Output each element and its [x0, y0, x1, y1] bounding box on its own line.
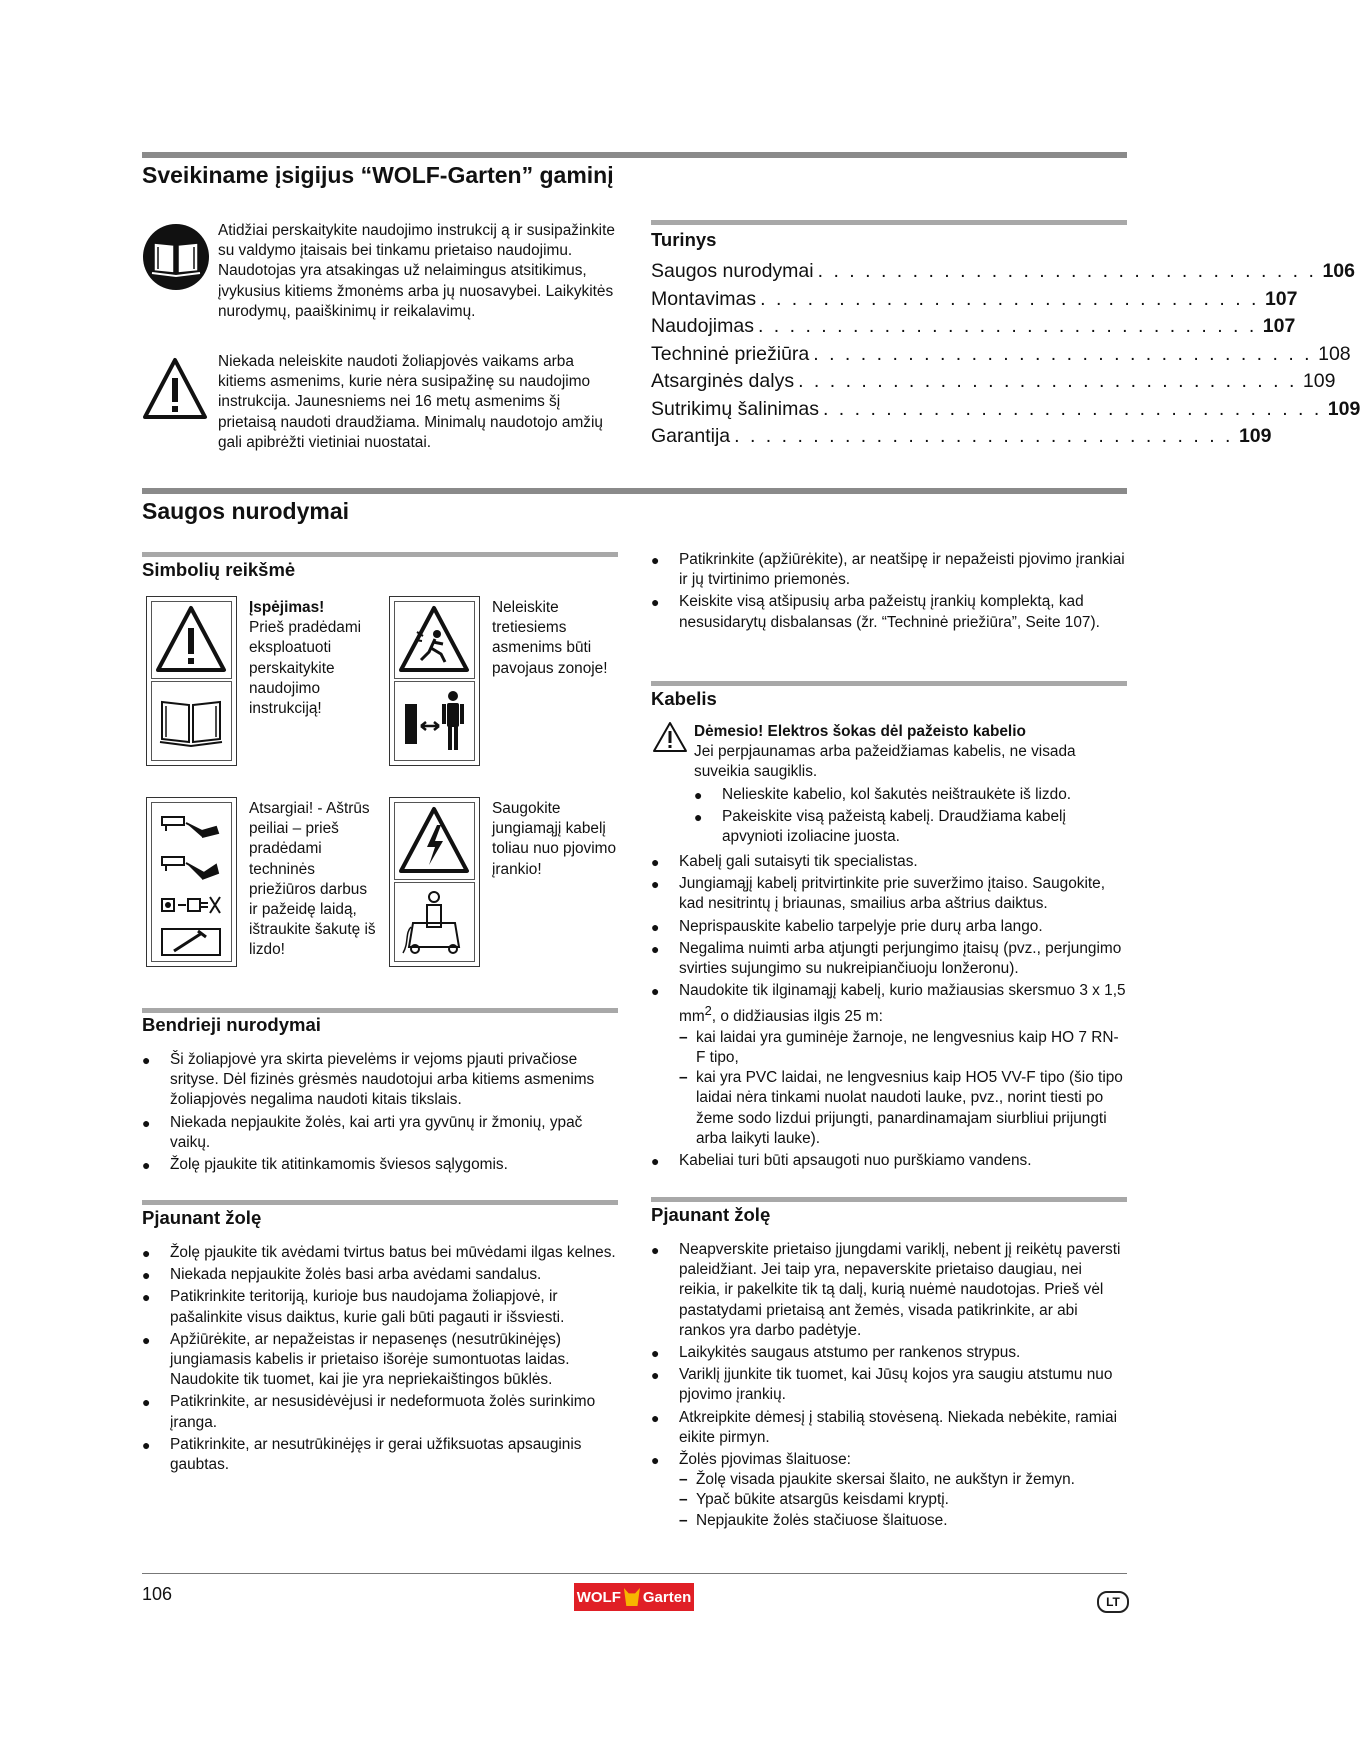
footer-rule: [142, 1573, 1127, 1574]
list-item: ● Niekada nepjaukite žolės basi arba avėdami sandalus.: [142, 1265, 618, 1285]
symbol-warning-text: Prieš pradėdami eksploatuoti perskaitykite naudojimo instrukciją!: [249, 619, 362, 718]
cable-list: [651, 852, 1127, 1173]
thrown-object-icon: [394, 601, 475, 679]
toc-item-label: Garantija: [651, 425, 731, 447]
toc-item-label: Atsarginės dalys: [651, 370, 795, 392]
list-item: ● Patikrinkite teritoriją, kurioje bus naudojama žoliapjovė, ir pašalinkite visus daiktus, kurie gali būti pagauti ir išsviesti.: [142, 1287, 618, 1327]
keep-distance-icon: [394, 681, 475, 761]
symbol-warning-text-block: [249, 598, 379, 719]
toc-leader: . . . . . . . . . . . . . . . . . . . . . . . . . . . . . . . .: [798, 370, 1297, 392]
list-item: [651, 981, 1127, 1149]
list-item: – Ypač būkite atsargūs keisdami kryptį.: [679, 1490, 1127, 1510]
toc-leader: . . . . . . . . . . . . . . . . . . . . . . . . . . . . . . . .: [813, 342, 1313, 365]
list-item: ● Žolę pjaukite tik avėdami tvirtus batus bei mūvėdami ilgas kelnes.: [142, 1243, 618, 1263]
list-item: ● Nelieskite kabelio, kol šakutės neištraukėte iš lizdo.: [694, 785, 1127, 805]
toc-leader: . . . . . . . . . . . . . . . . . . . . . . . . . . . . . . . .: [760, 287, 1259, 310]
list-item: ● Pakeiskite visą pažeistą kabelį. Draudžiama kabelį apvynioti izoliacine juosta.: [694, 807, 1127, 847]
toc-item-label: Sutrikimų šalinimas: [651, 397, 819, 420]
cable-warning-block: [694, 722, 1127, 849]
list-item: ● Atkreipkite dėmesį į stabilią stovėseną. Niekada nebėkite, ramiai eikite pirmyn.: [651, 1408, 1127, 1448]
toc-leader: . . . . . . . . . . . . . . . . . . . . . . . . . . . . . . . .: [757, 315, 1257, 337]
toc-item[interactable]: [651, 258, 1355, 286]
symbol-warning-title: Įspėjimas!: [249, 599, 325, 616]
mower-cable-icon: [394, 882, 475, 962]
general-heading: Bendrieji nurodymai: [142, 1014, 321, 1035]
toc-item-page: 108: [1318, 342, 1351, 365]
mowing-right-heading: Pjaunant žolę: [651, 1204, 771, 1225]
general-rule: [142, 1008, 618, 1013]
toc-item-label: Naudojimas: [651, 315, 754, 337]
wolf-garten-logo: [574, 1583, 694, 1611]
list-item: ● Neprispauskite kabelio tarpelyje prie durų arba lango.: [651, 917, 1127, 937]
symbol-blades-text: Atsargiai! - Aštrūs peiliai – prieš pradėdami techninės priežiūros darbus ir pažeidę laidą, ištraukite šakutę iš lizdo!: [249, 800, 376, 959]
read-manual-icon: [142, 223, 210, 291]
list-item: ● Neapverskite prietaiso įjungdami variklį, nebent jį reikėtų paversti paleidžiant. Jei taip yra, nepaverskite prietaiso daugiau, nei reikia, ir pakelkite tik tą dalį, kurią nuėmė naudotojas. Prieš vėl pastatydami prietaisą ant žemės, visada patikrinkite, ar abi rankos yra darbo padėtyje.: [651, 1240, 1127, 1341]
list-item: [651, 1450, 1127, 1531]
brand-left: WOLF: [576, 1588, 621, 1606]
list-item: ● Apžiūrėkite, ar nepažeistas ir nepasenęs (nesutrūkinėjęs) jungiamasis kabelis ir prietaiso išorėje sumontuotas laidas. Naudokite tik tuomet, kai jie yra nepriekaištingos būklės.: [142, 1330, 618, 1391]
toc-title: Turinys: [651, 229, 717, 250]
fox-icon: [624, 1588, 640, 1606]
cable-length-list: [679, 1028, 1127, 1149]
toc-leader: . . . . . . . . . . . . . . . . . . . . . . . . . . . . . . . .: [734, 425, 1233, 447]
list-item: ● Niekada nepjaukite žolės, kai arti yra gyvūnų ir žmonių, ypač vaikų.: [142, 1113, 618, 1153]
toc-leader: . . . . . . . . . . . . . . . . . . . . . . . . . . . . . . . .: [822, 397, 1322, 420]
cable-warning-text: Jei perpjaunamas arba pažeidžiamas kabelis, ne visada suveikia saugiklis.: [694, 743, 1076, 781]
safety-rule: [142, 488, 1127, 494]
toc-item[interactable]: [651, 341, 1351, 369]
toc-item[interactable]: [651, 368, 1336, 396]
cable-heading: Kabelis: [651, 688, 717, 709]
toc-leader: . . . . . . . . . . . . . . . . . . . . . . . . . . . . . . . .: [817, 260, 1317, 282]
list-item: ● Jungiamąjį kabelį pritvirtinkite prie suveržimo įtaiso. Saugokite, kad nesitrintų į briaunas, smailius arba aštrius daiktus.: [651, 874, 1127, 914]
list-item: ● Kabelį gali sutaisyti tik specialistas.: [651, 852, 1127, 872]
page-number: 106: [142, 1584, 173, 1604]
intro-read-text: Atidžiai perskaitykite naudojimo instrukcij ą ir susipažinkite su valdymo įtaisais bei tinkamu prietaiso naudojimu. Naudotojas yra atsakingas už nelaimingus atsitikimus, įvykusius kitiems žmonėms arba jų nuosavybei. Laikykitės nurodymų, paaiškinimų ir reikalavimų.: [218, 222, 615, 320]
warning-triangle-icon: [651, 720, 689, 754]
safety-heading: Saugos nurodymai: [142, 498, 350, 524]
toc-item-page: 106: [1322, 260, 1355, 282]
toc-rule: [651, 220, 1127, 225]
list-item: ● Patikrinkite, ar nesusidėvėjusi ir nedeformuota žolės surinkimo įranga.: [142, 1392, 618, 1432]
symbol-cable-text: Saugokite jungiamąjį kabelį toliau nuo pjovimo įrankio!: [492, 800, 617, 878]
toc-item-page: 109: [1238, 425, 1272, 447]
title-rule: [142, 152, 1127, 158]
toc-item-page: 109: [1327, 397, 1360, 420]
toc-item[interactable]: [651, 313, 1296, 341]
symbols-rule: [142, 552, 618, 557]
cable-sub-list: [694, 785, 1127, 848]
toc-list: [651, 258, 1360, 451]
list-item: ● Negalima nuimti arba atjungti perjungimo įtaisų (pvz., perjungimo svirties sujungimo su nukreipiančiuoju lonžeronu).: [651, 939, 1127, 979]
cable-length-intro-a: Naudokite tik ilginamąjį kabelį, kurio mažiausias skersmuo 3 x 1,5 mm: [679, 982, 1126, 1026]
mowing-left-rule: [142, 1200, 618, 1205]
book-icon: [151, 681, 232, 761]
slope-list: [679, 1470, 1127, 1531]
toc-item-page: 107: [1264, 287, 1298, 310]
list-item: ● Žolę pjaukite tik atitinkamomis šviesos sąlygomis.: [142, 1155, 618, 1175]
mowing-left-list: [142, 1243, 618, 1477]
toc-item-label: Saugos nurodymai: [651, 260, 814, 282]
symbol-third-party: [389, 596, 480, 766]
page-title: Sveikiname įsigijus “WOLF-Garten” gaminį: [142, 162, 614, 188]
cable-warning-title: Dėmesio! Elektros šokas dėl pažeisto kabelio: [694, 723, 1026, 740]
toc-item[interactable]: [651, 396, 1360, 424]
toc-item-page: 107: [1262, 315, 1296, 337]
list-item: – kai yra PVC laidai, ne lengvesnius kaip HO5 VV-F tipo (šio tipo laidai nėra tinkami nuolat naudoti lauke, pvz., norint tiesti po žeme sodo lizdui prijungti, panardinamajam siurbliui prijungti arba laikyti lauke).: [679, 1068, 1127, 1149]
symbol-third-party-text: Neleiskite tretiesiems asmenims būti pavojaus zonoje!: [492, 599, 608, 677]
list-item: ● Kabeliai turi būti apsaugoti nuo purškiamo vandens.: [651, 1151, 1127, 1171]
toc-item-label: Techninė priežiūra: [651, 342, 810, 365]
list-item: – Nepjaukite žolės stačiuose šlaituose.: [679, 1511, 1127, 1531]
toc-item-page: 109: [1302, 370, 1336, 392]
list-item: – kai laidai yra guminėje žarnoje, ne lengvesnius kaip HO 7 RN-F tipo,: [679, 1028, 1127, 1068]
general-list: [142, 1050, 618, 1177]
blade-maintenance-icon: [151, 802, 232, 962]
language-badge: LT: [1097, 1591, 1129, 1613]
cable-rule: [651, 681, 1127, 686]
list-item: ● Laikykitės saugaus atstumo per rankenos strypus.: [651, 1343, 1127, 1363]
electric-shock-icon: [394, 802, 475, 880]
warning-triangle-icon: [151, 601, 232, 679]
intro-warning-text: Niekada neleiskite naudoti žoliapjovės vaikams arba kitiems asmenims, kurie nėra susipažinę su naudojimo instrukcija. Jaunesniems nei 16 metų asmenims šį prietaisą naudoti draudžiama. Minimalų naudotojo amžių gali apibrėžti vietiniai nuostatai.: [218, 353, 603, 451]
toc-item[interactable]: [651, 286, 1298, 314]
brand-right: Garten: [642, 1588, 692, 1606]
mowing-right-list: [651, 1240, 1127, 1533]
mowing-right-rule: [651, 1197, 1127, 1202]
toc-item[interactable]: [651, 423, 1272, 451]
warning-triangle-icon: [142, 356, 208, 422]
list-item: ● Patikrinkite, ar nesutrūkinėjęs ir gerai užfiksuotas apsauginis gaubtas.: [142, 1435, 618, 1475]
mowing-left-heading: Pjaunant žolę: [142, 1207, 262, 1228]
toc-item-label: Montavimas: [651, 287, 757, 310]
symbol-blades: [146, 797, 237, 967]
cable-length-sup: 2: [704, 1003, 712, 1019]
list-item: ● Patikrinkite (apžiūrėkite), ar neatšipę ir nepažeisti pjovimo įrankiai ir jų tvirtinimo priemonės.: [651, 550, 1127, 590]
list-item: – Žolę visada pjaukite skersai šlaito, ne aukštyn ir žemyn.: [679, 1470, 1127, 1490]
cable-length-intro-b: , o didžiausias ilgis 25 m:: [711, 1008, 883, 1026]
list-item: ● Variklį įjunkite tik tuomet, kai Jūsų kojos yra saugiu atstumu nuo pjovimo įrankių.: [651, 1365, 1127, 1405]
right-top-list: [651, 550, 1127, 635]
slope-intro: Žolės pjovimas šlaituose:: [679, 1451, 851, 1469]
symbols-heading: Simbolių reikšmė: [142, 559, 296, 580]
symbol-warning-read: [146, 596, 237, 766]
list-item: ● Keiskite visą atšipusių arba pažeistų įrankių komplektą, kad nesusidarytų disbalansas (žr. “Techninė priežiūra”, Seite 107).: [651, 592, 1127, 632]
symbol-cable: [389, 797, 480, 967]
list-item: ● Ši žoliapjovė yra skirta pievelėms ir vejoms pjauti privačiose srityse. Dėl fizinės grėsmės naudotojui arba kitiems asmenims žoliapjovės negalima naudoti kitais tikslais.: [142, 1050, 618, 1111]
